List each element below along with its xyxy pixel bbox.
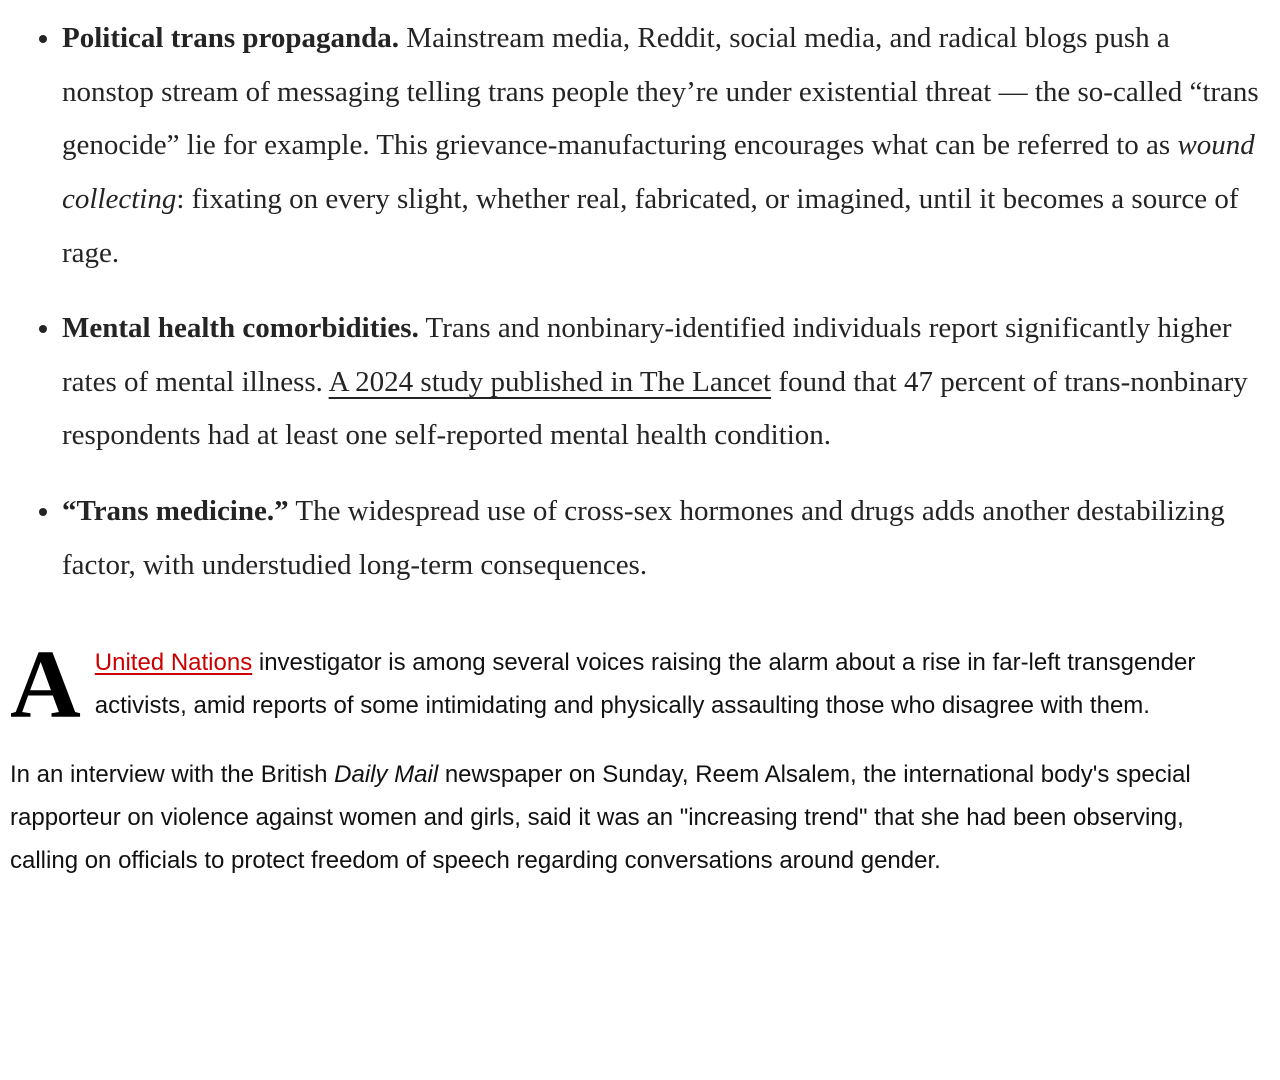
publication-name: Daily Mail xyxy=(334,761,439,789)
body-text: : fixating on every slight, whether real, fabricated, or imagined, until it becomes a source of rage. xyxy=(62,182,1239,269)
interview-paragraph xyxy=(10,754,1226,883)
body-text: newspaper on Sunday, Reem Alsalem, the international body's special rapporteur on violence against women and girls, said it was an "increasing trend" that she had been observing, calling on officials to protect freedom of speech regarding conversations around gender. xyxy=(10,761,1191,875)
bold-lead: Mental health comorbidities. xyxy=(62,312,419,345)
body-text: Trans and nonbinary-identified individuals report significantly higher rates of mental illness. xyxy=(62,312,1232,398)
body-text: Mainstream media, Reddit, social media, and radical blogs push a nonstop stream of messaging telling trans people they’re under existential threat — the so-called “trans genocide” lie for example. This grievance-manufacturing encourages what can be referred to as xyxy=(62,22,1259,162)
drop-cap: A xyxy=(10,631,81,740)
body-text: found that 47 percent of trans-nonbinary respondents had at least one self-reported mental health condition. xyxy=(62,365,1248,452)
news-section xyxy=(0,614,1280,883)
bullet-item-mental-health xyxy=(62,302,1264,463)
lancet-study-link[interactable]: A 2024 study published in The Lancet xyxy=(328,365,772,398)
lead-paragraph xyxy=(10,631,1226,740)
bullet-list xyxy=(0,12,1264,592)
bold-lead: Political trans propaganda. xyxy=(62,22,400,54)
bold-lead: “Trans medicine.” xyxy=(62,495,289,528)
bullet-item-political-propaganda xyxy=(62,12,1264,280)
body-text: In an interview with the British xyxy=(10,761,335,789)
body-text: investigator is among several voices raising the alarm about a rise in far-left transgender activists, amid reports of some intimidating and physically assaulting those who disagree with them. xyxy=(94,649,1196,720)
italic-phrase: wound collecting xyxy=(62,129,1255,215)
united-nations-link[interactable]: United Nations xyxy=(94,649,253,677)
bullet-item-trans-medicine xyxy=(62,485,1264,592)
body-text: The widespread use of cross-sex hormones and drugs adds another destabilizing factor, with understudied long-term consequences. xyxy=(62,495,1225,581)
